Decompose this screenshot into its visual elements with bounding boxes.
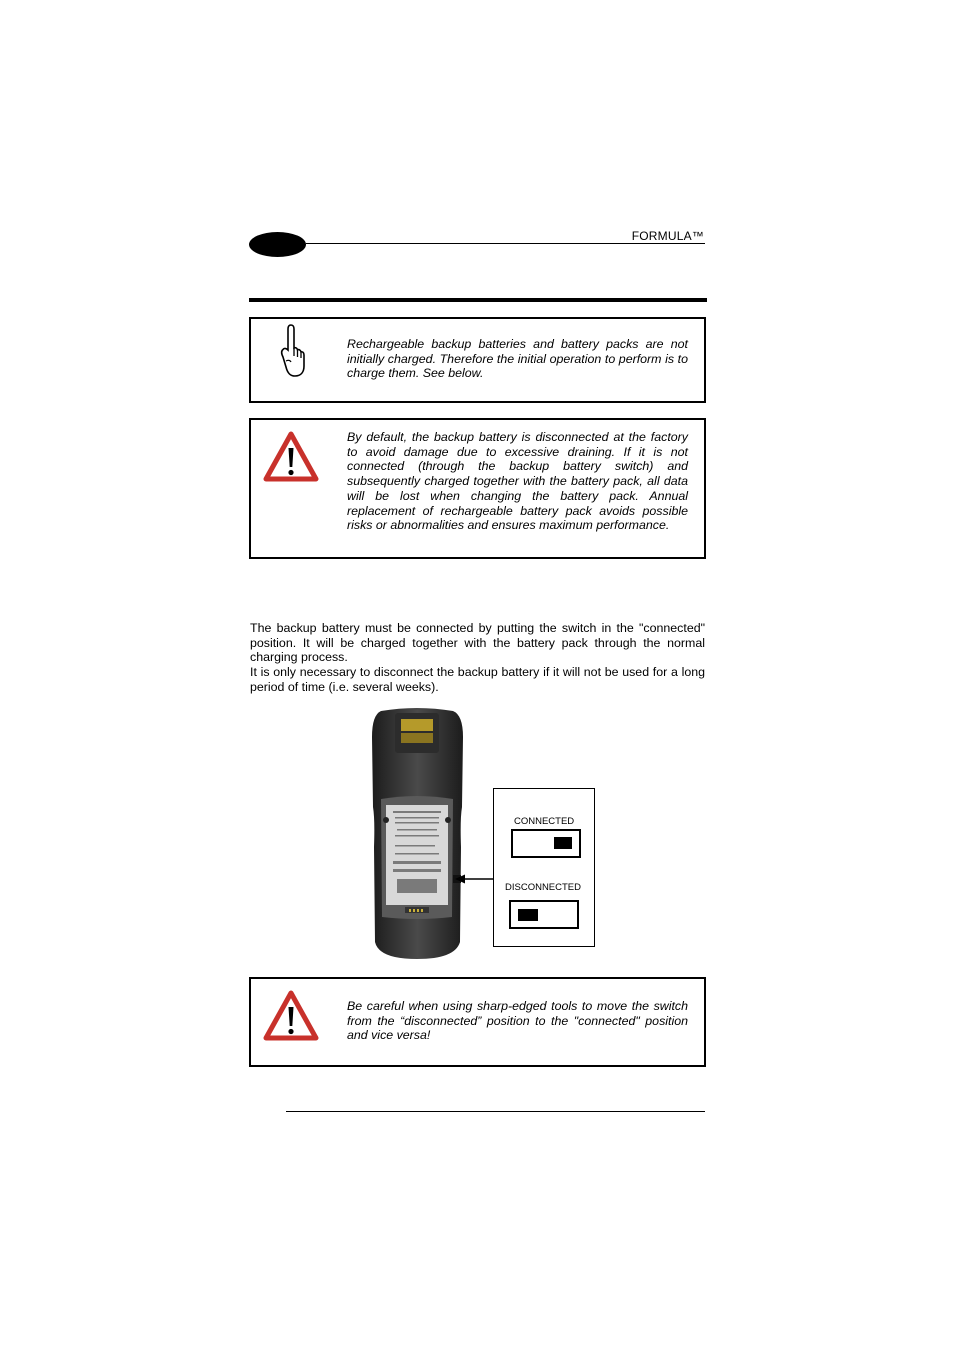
note-box-charge bbox=[249, 317, 706, 403]
switch-position-panel bbox=[493, 788, 595, 947]
switch-connected bbox=[511, 829, 581, 858]
switch-disconnected bbox=[509, 900, 579, 929]
note-box-sharp-tools bbox=[249, 977, 706, 1067]
warning-triangle-icon bbox=[263, 990, 319, 1042]
note-box-backup-warning bbox=[249, 418, 706, 559]
paragraph: It is only necessary to disconnect the backup battery if it will not be used for a long period of time (i.e. several weeks). bbox=[250, 665, 705, 694]
note-text: Be careful when using sharp-edged tools to move the switch from the “disconnected” position to the "connected" position and vice versa! bbox=[347, 999, 688, 1043]
note-text: Rechargeable backup batteries and battery packs are not initially charged. Therefore the initial operation to perform is to charge them. See below. bbox=[347, 337, 688, 381]
body-text bbox=[250, 621, 705, 695]
connected-label: CONNECTED bbox=[514, 816, 575, 827]
disconnected-label: DISCONNECTED bbox=[505, 882, 582, 893]
section-divider bbox=[249, 298, 707, 302]
warning-triangle-icon bbox=[263, 431, 319, 483]
switch-knob bbox=[518, 909, 538, 921]
header-title: FORMULA™ bbox=[631, 229, 704, 243]
pointing-finger-icon bbox=[276, 323, 308, 379]
paragraph: The backup battery must be connected by putting the switch in the "connected" position. It will be charged together with the battery pack through the normal charging process. bbox=[250, 621, 705, 665]
footer-rule bbox=[286, 1111, 705, 1112]
switch-knob bbox=[554, 837, 572, 849]
page-number-tab bbox=[249, 232, 306, 257]
header-rule bbox=[306, 243, 705, 244]
note-text: By default, the backup battery is disconnected at the factory to avoid damage due to excessive draining. If it is not connected (through the backup battery switch) and subsequently charged together with the battery pack, all data will be lost when changing the battery pack. Annual replacement of rechargeable battery pack avoids possible risks or abnormalities and ensures maximum performance. bbox=[347, 430, 688, 533]
pointer-arrow bbox=[455, 872, 495, 884]
device-back-photo bbox=[367, 707, 467, 961]
